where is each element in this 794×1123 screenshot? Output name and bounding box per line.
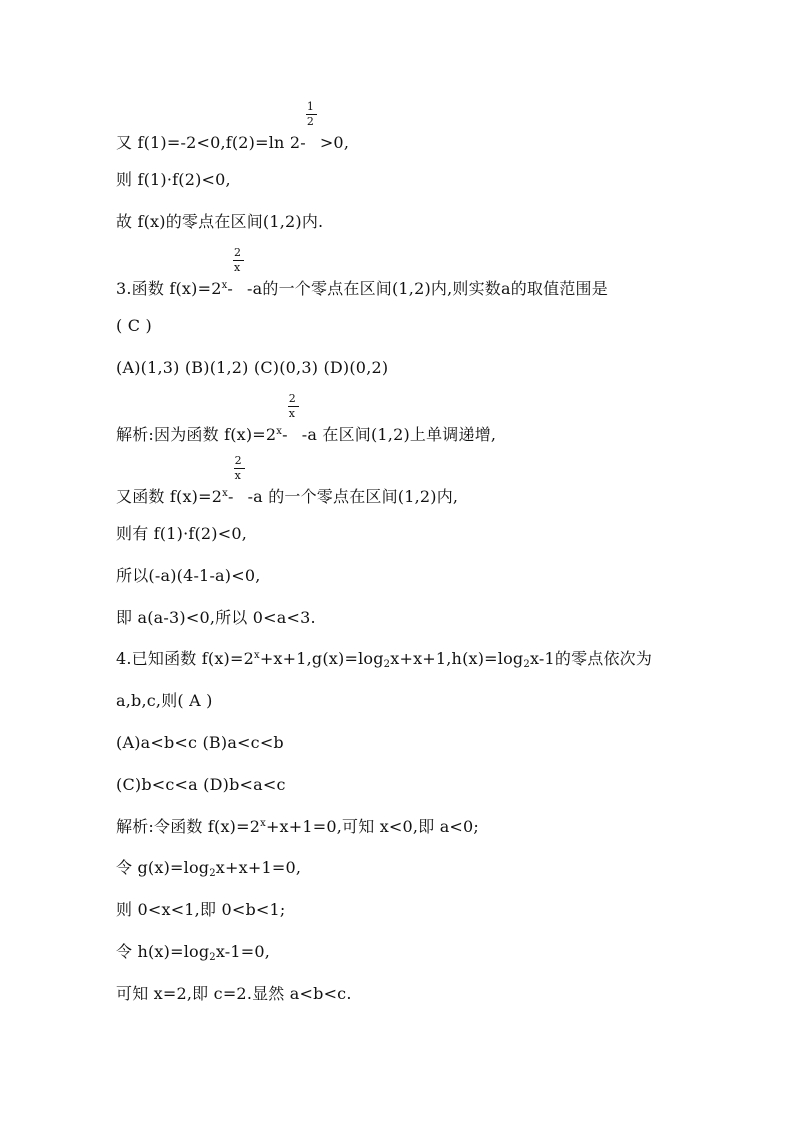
text-segment: x+x+1,h(x)=log: [390, 649, 524, 668]
solution-4-line-2: [116, 858, 301, 878]
superscript: x: [276, 426, 283, 437]
question-3-answer: ( C ): [116, 316, 152, 335]
fraction-numerator: 2: [234, 246, 242, 259]
superscript: x: [221, 280, 228, 291]
text-segment: -: [227, 279, 234, 298]
solution-3-line-4: 所以(-a)(4-1-a)<0,: [116, 566, 261, 585]
solution-4-line-3: 则 0<x<1,即 0<b<1;: [116, 900, 286, 919]
fraction-term: [234, 454, 248, 502]
question-3-stem: [116, 246, 608, 299]
text-segment: 又 f(1)=-2<0,f(2)=ln 2-: [116, 133, 306, 152]
text-segment: -: [227, 487, 234, 506]
solution-4-line-1: [116, 817, 479, 837]
text-line-product-negative: 则 f(1)·f(2)<0,: [116, 170, 231, 189]
question-4-options-2: (C)b<c<a (D)b<a<c: [116, 775, 286, 794]
solution-3-line-5: 即 a(a-3)<0,所以 0<a<3.: [116, 608, 316, 627]
fraction-exponent: [306, 100, 320, 148]
text-segment: 4.已知函数 f(x)=2: [116, 649, 254, 668]
fraction-denominator: 2: [306, 115, 315, 128]
solution-3-line-1: [116, 392, 497, 445]
text-segment: 解析:令函数 f(x)=2: [116, 817, 261, 836]
question-3-options: (A)(1,3) (B)(1,2) (C)(0,3) (D)(0,2): [116, 358, 389, 377]
fraction-numerator: 2: [234, 454, 242, 467]
text-segment: 令 g(x)=log: [116, 858, 210, 877]
question-4-answer-line: a,b,c,则( A ): [116, 691, 213, 710]
text-segment: >0,: [319, 133, 350, 152]
text-segment: 解析:因为函数 f(x)=2: [116, 425, 277, 444]
text-segment: -a 在区间(1,2)上单调递增,: [301, 425, 497, 444]
solution-4-line-5: 可知 x=2,即 c=2.显然 a<b<c.: [116, 984, 352, 1003]
superscript: x: [253, 650, 260, 661]
subscript: 2: [383, 659, 391, 670]
text-line-zero-interval: 故 f(x)的零点在区间(1,2)内.: [116, 212, 324, 231]
text-segment: x-1的零点依次为: [529, 649, 653, 668]
text-segment: -: [282, 425, 288, 444]
text-segment: 又函数 f(x)=2: [116, 487, 223, 506]
text-segment: +x+1=0,可知 x<0,即 a<0;: [265, 817, 480, 836]
fraction-denominator: x: [234, 261, 241, 274]
text-segment: 令 h(x)=log: [116, 942, 210, 961]
fraction-term: [288, 392, 302, 440]
subscript: 2: [209, 868, 216, 879]
superscript: x: [260, 818, 266, 829]
fraction-numerator: 1: [306, 100, 315, 113]
question-4-stem: [116, 649, 652, 669]
fraction-numerator: 2: [288, 392, 296, 405]
subscript: 2: [523, 659, 530, 670]
text-segment: x+x+1=0,: [215, 858, 302, 877]
solution-3-line-2: [116, 454, 459, 507]
superscript: x: [222, 488, 228, 499]
solution-3-line-3: 则有 f(1)·f(2)<0,: [116, 524, 248, 543]
text-segment: 3.函数 f(x)=2: [116, 279, 222, 298]
question-4-options-1: (A)a<b<c (B)a<c<b: [116, 733, 284, 752]
fraction-denominator: x: [288, 407, 296, 420]
text-segment: +x+1,g(x)=log: [259, 649, 384, 668]
fraction-denominator: x: [234, 469, 241, 482]
text-segment: -a的一个零点在区间(1,2)内,则实数a的取值范围是: [247, 279, 608, 298]
text-segment: -a 的一个零点在区间(1,2)内,: [247, 487, 459, 506]
solution-4-line-4: [116, 942, 270, 962]
text-segment: x-1=0,: [215, 942, 271, 961]
subscript: 2: [209, 952, 216, 963]
text-line-f1-f2-values: [116, 100, 350, 153]
fraction-term: [233, 246, 247, 294]
